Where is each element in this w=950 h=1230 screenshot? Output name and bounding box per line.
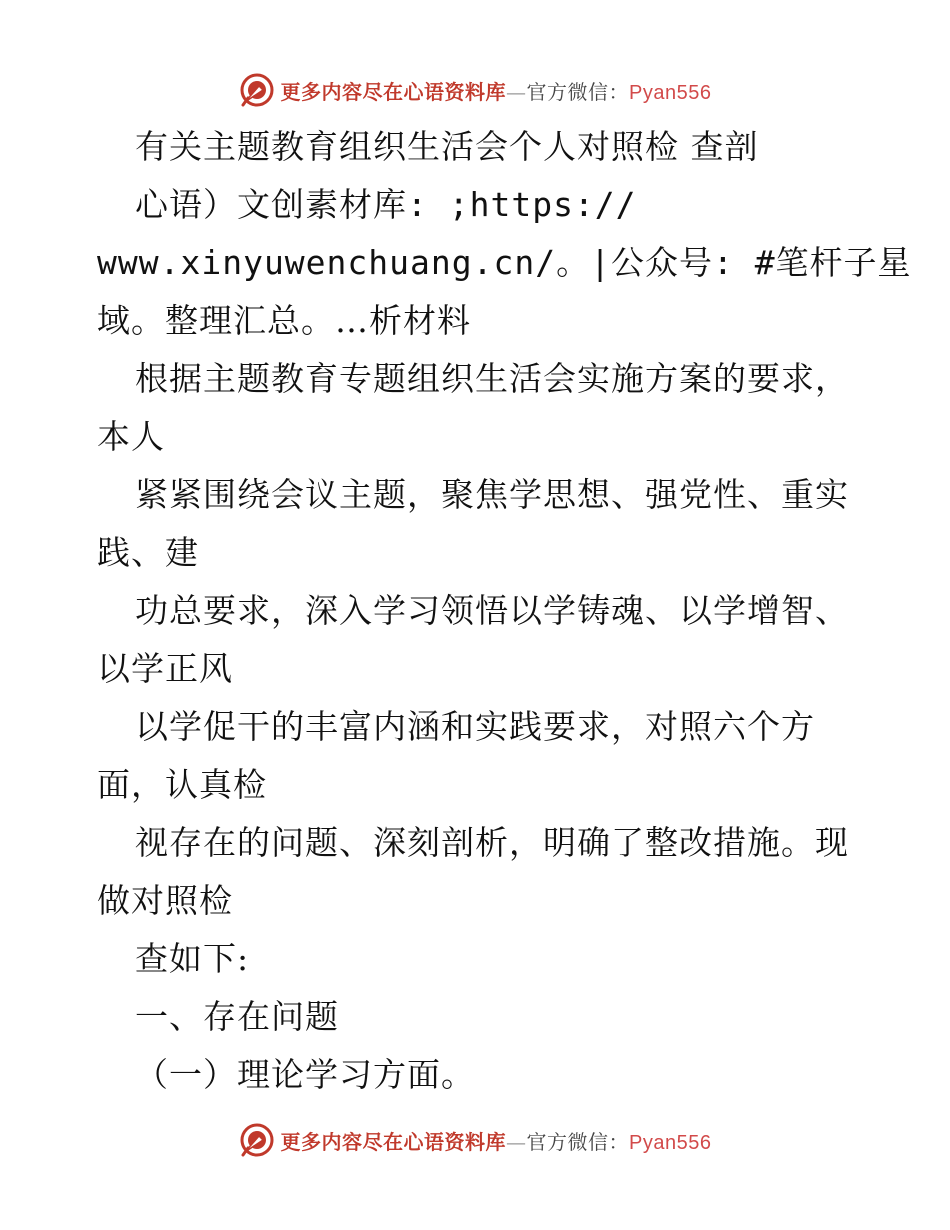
doc-line: 视存在的问题、深刻剖析，明确了整改措施。现 [135, 823, 849, 862]
section-heading: 一、存在问题 [135, 997, 339, 1036]
banner-wechat-label: 官方微信： [526, 79, 630, 104]
doc-line: www.xinyuwenchuang.cn/。|公众号: #笔杆子星 [97, 243, 912, 282]
doc-line: 域。整理汇总。…析材料 [97, 301, 471, 340]
banner-main-text: 更多内容尽在心语资料库 [280, 1129, 507, 1154]
banner-wechat-id: Pyan556 [629, 1131, 712, 1154]
banner-main-text: 更多内容尽在心语资料库 [280, 79, 507, 104]
footer-banner [0, 1120, 950, 1160]
doc-line: 本人 [97, 417, 165, 456]
doc-title-line: 有关主题教育组织生活会个人对照检 查剖 [135, 127, 759, 166]
doc-line: 紧紧围绕会议主题，聚焦学思想、强党性、重实 [135, 475, 849, 514]
banner-dash: — [506, 79, 527, 104]
pen-logo-icon [239, 72, 275, 108]
header-banner [0, 70, 950, 110]
banner-wechat-id: Pyan556 [629, 81, 712, 104]
doc-line: 根据主题教育专题组织生活会实施方案的要求， [135, 359, 849, 398]
document-body [97, 118, 912, 1104]
subsection-heading: （一）理论学习方面。 [135, 1055, 475, 1094]
doc-line: 以学促干的丰富内涵和实践要求，对照六个方 [135, 707, 815, 746]
doc-line: 践、建 [97, 533, 199, 572]
doc-line: 做对照检 [97, 881, 233, 920]
banner-text [281, 1126, 712, 1155]
doc-line: 心语）文创素材库: ;https:// [135, 185, 637, 224]
banner-text [281, 76, 712, 105]
doc-line: 功总要求，深入学习领悟以学铸魂、以学增智、 [135, 591, 849, 630]
banner-dash: — [506, 1129, 527, 1154]
doc-line: 以学正风 [97, 649, 233, 688]
doc-line: 查如下: [135, 939, 250, 978]
pen-logo-icon [239, 1122, 275, 1158]
doc-line: 面，认真检 [97, 765, 267, 804]
banner-wechat-label: 官方微信： [526, 1129, 630, 1154]
